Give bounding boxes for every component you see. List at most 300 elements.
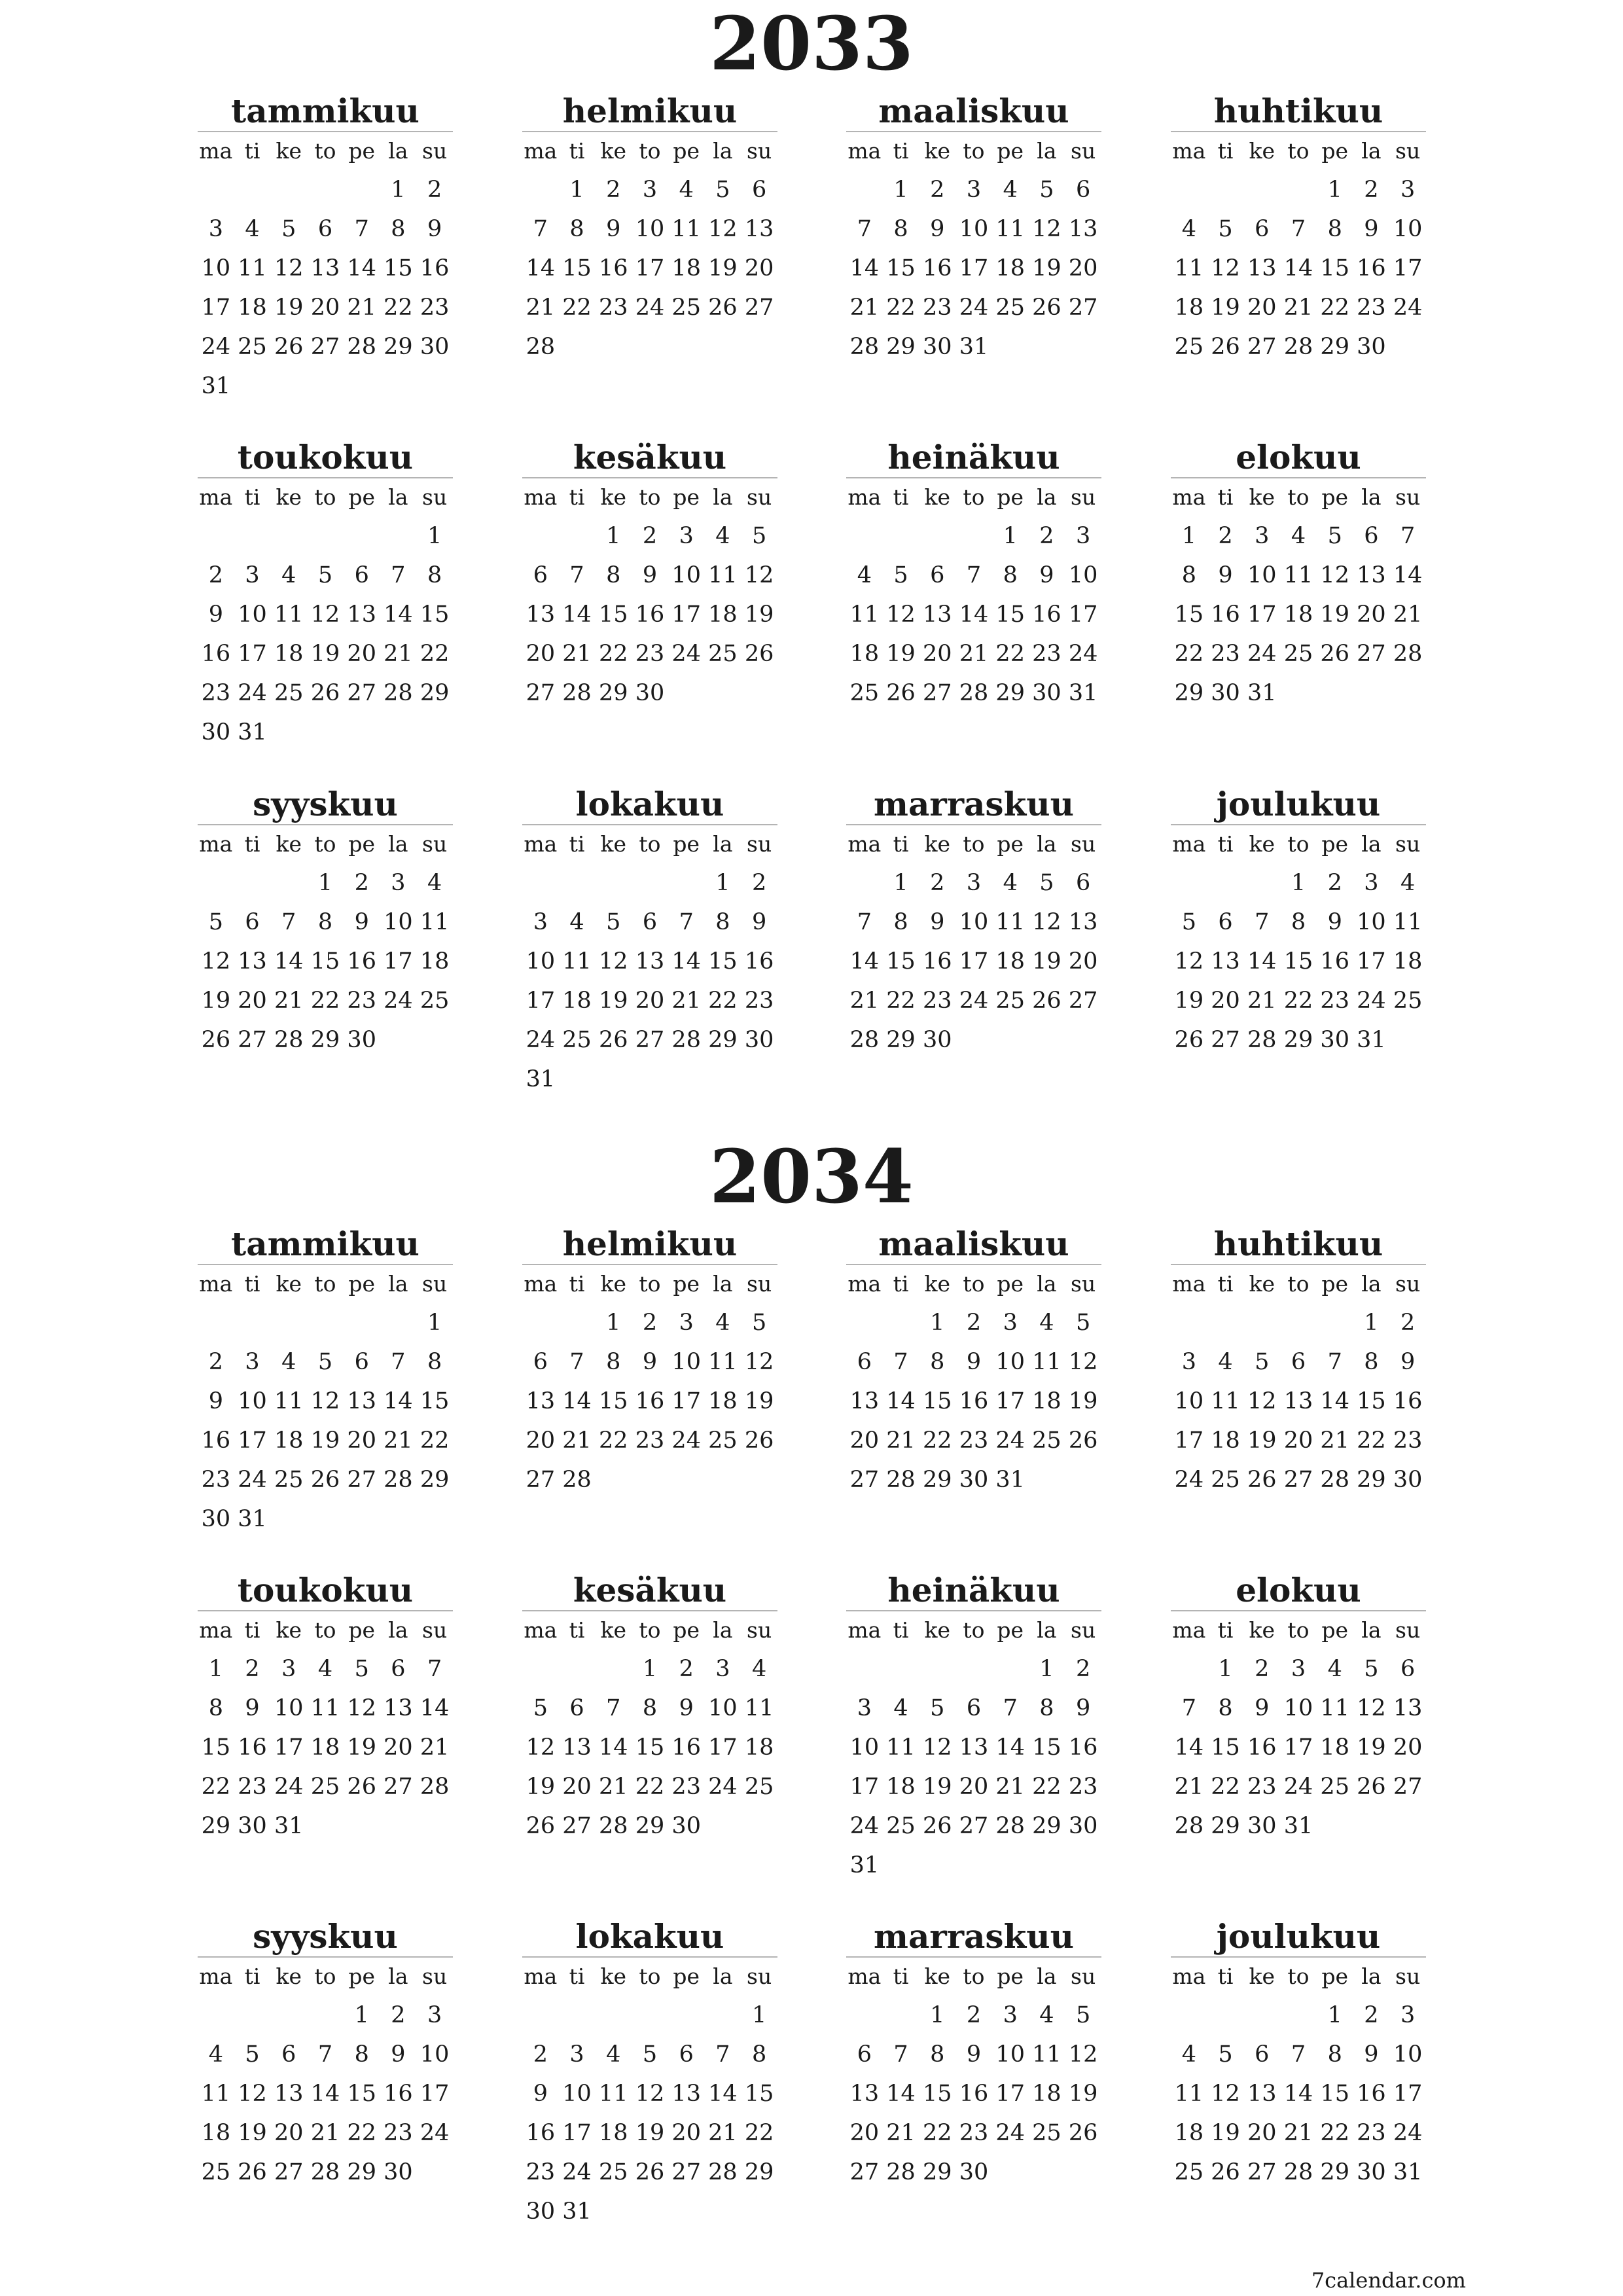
day-cell: 17 [238,641,267,667]
week-row [522,1996,777,2035]
day-cell: 14 [959,601,989,628]
day-cell: 24 [995,2120,1025,2146]
day-cell: 10 [1068,562,1098,588]
day-cell: 9 [533,2081,548,2107]
day-cell: 6 [1291,1349,1306,1375]
day-cell: 28 [1283,2159,1313,2185]
weekday-label: ti [893,1271,909,1297]
weekday-label: ma [199,831,233,857]
day-cell: 2 [1364,177,1379,203]
day-cell: 19 [1247,1427,1277,1454]
weekday-label: to [1287,1617,1310,1643]
weekday-label: to [639,831,661,857]
day-cell: 15 [310,948,340,975]
day-cell: 10 [708,1695,738,1721]
weekday-label: to [639,484,661,510]
weekday-label: ma [1172,1964,1206,1989]
week-row [1171,516,1426,556]
weekday-label: ke [1249,1271,1275,1297]
day-cell: 12 [347,1695,376,1721]
day-cell: 1 [427,523,442,549]
day-cell: 8 [893,909,908,935]
day-cell: 12 [923,1734,952,1761]
day-cell: 3 [1003,1310,1018,1336]
week-row [522,1382,777,1421]
day-cell: 20 [310,295,340,321]
week-row [1171,1020,1426,1060]
day-cell: 15 [886,255,916,281]
week-row [1171,863,1426,903]
week-row [1171,2153,1426,2192]
day-cell: 15 [383,255,413,281]
week-row [198,1728,453,1767]
weekday-label: ma [847,831,882,857]
day-cell: 20 [238,988,267,1014]
day-cell: 16 [1211,601,1240,628]
day-cell: 23 [201,1467,231,1493]
day-cell: 24 [671,641,701,667]
day-cell: 10 [995,1349,1025,1375]
day-cell: 10 [1247,562,1277,588]
day-cell: 31 [562,2198,592,2225]
weekday-label: ti [244,138,260,164]
week-row [522,981,777,1020]
week-row [198,1303,453,1342]
day-cell: 29 [886,1027,916,1053]
day-cell: 18 [708,1388,738,1414]
week-row [522,288,777,327]
day-cell: 12 [1068,2041,1098,2068]
empty-day [270,863,307,903]
day-cell: 12 [635,2081,665,2107]
weekday-label: su [1071,484,1096,510]
day-cell: 17 [526,988,556,1014]
day-cell: 10 [562,2081,592,2107]
day-cell: 2 [606,177,621,203]
weekday-label: pe [348,484,376,510]
weekday-label: la [1037,484,1057,510]
day-cell: 10 [238,601,267,628]
empty-day [883,1649,919,1689]
day-cell: 26 [238,2159,267,2185]
empty-day [1243,1303,1280,1342]
day-cell: 24 [635,295,665,321]
day-cell: 21 [708,2120,738,2146]
day-cell: 26 [1211,334,1240,360]
day-cell: 3 [966,177,982,203]
day-cell: 20 [1068,948,1098,975]
empty-day [234,170,271,209]
weekday-header [198,132,453,170]
day-cell: 21 [1393,601,1423,628]
day-cell: 1 [1218,1656,1233,1682]
day-cell: 13 [923,601,952,628]
day-cell: 9 [391,2041,406,2068]
weekday-label: ti [244,484,260,510]
day-cell: 12 [599,948,628,975]
day-cell: 25 [671,295,701,321]
day-cell: 23 [201,680,231,706]
day-cell: 23 [744,988,774,1014]
day-cell: 24 [238,1467,267,1493]
day-cell: 19 [635,2120,665,2146]
month-block [522,785,777,1099]
weekday-header [198,1265,453,1303]
weekday-label: to [1287,484,1310,510]
day-cell: 26 [708,295,738,321]
day-cell: 18 [1283,601,1313,628]
weekday-label: ti [893,1964,909,1989]
day-cell: 19 [1068,1388,1098,1414]
empty-day [1171,170,1207,209]
day-cell: 11 [708,1349,738,1375]
day-cell: 5 [930,1695,945,1721]
day-cell: 3 [1003,2002,1018,2028]
empty-day [668,1996,705,2035]
day-cell: 16 [635,1388,665,1414]
day-cell: 6 [391,1656,406,1682]
day-cell: 18 [1393,948,1423,975]
day-cell: 3 [245,562,260,588]
day-cell: 3 [715,1656,730,1682]
day-cell: 20 [383,1734,413,1761]
day-cell: 2 [533,2041,548,2068]
empty-day [705,1996,741,2035]
day-cell: 25 [1174,334,1204,360]
day-cell: 25 [274,1467,304,1493]
day-cell: 30 [744,1027,774,1053]
day-cell: 16 [1393,1388,1423,1414]
weekday-label: ti [1217,1964,1234,1989]
day-cell: 22 [1174,641,1204,667]
day-cell: 30 [671,1813,701,1839]
week-row [198,595,453,634]
day-cell: 29 [1320,2159,1349,2185]
day-cell: 10 [671,1349,701,1375]
day-cell: 25 [1320,1774,1349,1800]
day-cell: 15 [1211,1734,1240,1761]
day-cell: 15 [1283,948,1313,975]
month-name: helmikuu [522,1225,777,1265]
day-cell: 28 [995,1813,1025,1839]
weekday-label: ma [199,1271,233,1297]
week-row [1171,942,1426,981]
week-row [846,2074,1101,2113]
weekday-label: su [422,138,448,164]
day-cell: 9 [354,909,369,935]
day-cell: 28 [1393,641,1423,667]
weekday-label: ma [199,1964,233,1989]
day-cell: 19 [923,1774,952,1800]
day-cell: 2 [642,523,658,549]
week-row [198,1806,453,1846]
day-cell: 12 [526,1734,556,1761]
day-cell: 29 [1211,1813,1240,1839]
weekday-label: pe [997,138,1024,164]
day-cell: 17 [1357,948,1386,975]
day-cell: 8 [715,909,730,935]
day-cell: 23 [923,295,952,321]
day-cell: 27 [1068,988,1098,1014]
day-cell: 24 [959,988,989,1014]
week-row [846,1460,1101,1499]
day-cell: 11 [201,2081,231,2107]
day-cell: 29 [886,334,916,360]
day-cell: 16 [599,255,628,281]
day-cell: 3 [281,1656,296,1682]
week-row [846,516,1101,556]
weekday-header [1171,132,1426,170]
week-row [1171,2113,1426,2153]
day-cell: 18 [201,2120,231,2146]
day-cell: 25 [274,680,304,706]
day-cell: 6 [857,1349,872,1375]
day-cell: 6 [354,1349,369,1375]
week-row [1171,634,1426,673]
day-cell: 28 [1283,334,1313,360]
day-cell: 26 [310,680,340,706]
day-cell: 18 [599,2120,628,2146]
day-cell: 5 [715,177,730,203]
weekday-label: pe [348,1271,376,1297]
day-cell: 29 [347,2159,376,2185]
day-cell: 5 [1076,2002,1091,2028]
empty-day [632,1996,668,2035]
site-credit[interactable]: 7calendar.com [1311,2268,1466,2293]
weekday-label: to [1287,1271,1310,1297]
day-cell: 15 [995,601,1025,628]
day-cell: 4 [1039,2002,1054,2028]
day-cell: 5 [1327,523,1342,549]
week-row [198,1382,453,1421]
day-cell: 13 [347,601,376,628]
day-cell: 31 [238,719,267,745]
day-cell: 25 [419,988,450,1014]
empty-day [846,1649,883,1689]
empty-day [380,1303,417,1342]
day-cell: 26 [1032,988,1061,1014]
weekday-label: to [963,138,985,164]
day-cell: 2 [930,870,945,896]
day-cell: 25 [1174,2159,1204,2185]
day-cell: 13 [238,948,267,975]
day-cell: 16 [959,1388,989,1414]
day-cell: 24 [1393,295,1423,321]
day-cell: 5 [317,1349,333,1375]
day-cell: 28 [849,1027,880,1053]
week-row [198,1767,453,1806]
week-row [846,1846,1101,1885]
day-cell: 2 [1039,523,1054,549]
day-cell: 29 [383,334,413,360]
month-block [198,1571,453,1846]
weekday-label: la [1361,484,1382,510]
day-cell: 27 [635,1027,665,1053]
empty-day [522,516,559,556]
day-cell: 18 [671,255,701,281]
weekday-label: ke [924,484,951,510]
day-cell: 9 [642,1349,658,1375]
day-cell: 10 [201,255,231,281]
day-cell: 30 [1393,1467,1423,1493]
empty-day [559,1996,596,2035]
day-cell: 20 [923,641,952,667]
day-cell: 22 [1320,2120,1349,2146]
day-cell: 18 [708,601,738,628]
day-cell: 15 [1032,1734,1061,1761]
day-cell: 28 [526,334,556,360]
month-name: toukokuu [198,438,453,478]
day-cell: 26 [1068,1427,1098,1454]
day-cell: 17 [671,1388,701,1414]
day-cell: 25 [201,2159,231,2185]
empty-day [522,863,559,903]
empty-day [1280,170,1317,209]
day-cell: 4 [317,1656,333,1682]
day-cell: 31 [274,1813,304,1839]
day-cell: 25 [744,1774,774,1800]
week-row [1171,981,1426,1020]
empty-day [595,1649,632,1689]
week-row [846,1342,1101,1382]
day-cell: 4 [1181,216,1196,242]
day-cell: 12 [1211,2081,1240,2107]
weekday-label: ke [600,1271,627,1297]
day-cell: 5 [281,216,296,242]
day-cell: 2 [354,870,369,896]
day-cell: 21 [886,1427,916,1454]
day-cell: 13 [310,255,340,281]
day-cell: 11 [708,562,738,588]
empty-day [559,1303,596,1342]
weekday-label: su [1395,138,1421,164]
day-cell: 16 [238,1734,267,1761]
empty-day [559,1649,596,1689]
day-cell: 15 [1357,1388,1386,1414]
day-cell: 12 [238,2081,267,2107]
day-cell: 7 [1003,1695,1018,1721]
day-cell: 15 [347,2081,376,2107]
weekday-label: ke [924,1617,951,1643]
day-cell: 18 [886,1774,916,1800]
month-block [846,1917,1101,2192]
empty-day [522,170,559,209]
weekday-header [198,478,453,516]
day-cell: 6 [569,1695,584,1721]
day-cell: 24 [1174,1467,1204,1493]
day-cell: 3 [533,909,548,935]
month-block [846,1225,1101,1499]
day-cell: 17 [708,1734,738,1761]
week-row [846,249,1101,288]
day-cell: 25 [1032,2120,1061,2146]
day-cell: 15 [419,1388,450,1414]
day-cell: 5 [1181,909,1196,935]
day-cell: 17 [1283,1734,1313,1761]
day-cell: 24 [238,680,267,706]
day-cell: 21 [849,295,880,321]
week-row [198,1499,453,1539]
weekday-label: to [314,831,336,857]
weekday-label: pe [348,831,376,857]
day-cell: 27 [1211,1027,1240,1053]
empty-day [270,170,307,209]
day-cell: 11 [599,2081,628,2107]
weekday-label: to [963,1617,985,1643]
day-cell: 23 [959,2120,989,2146]
day-cell: 19 [201,988,231,1014]
week-row [846,1806,1101,1846]
weekday-label: ma [1172,831,1206,857]
day-cell: 20 [274,2120,304,2146]
day-cell: 26 [599,1027,628,1053]
weekday-label: la [1361,1964,1382,1989]
weekday-label: pe [1321,484,1349,510]
month-name: elokuu [1171,438,1426,478]
day-cell: 20 [849,1427,880,1454]
day-cell: 11 [1211,1388,1240,1414]
day-cell: 3 [1400,177,1416,203]
day-cell: 17 [274,1734,304,1761]
day-cell: 3 [679,523,694,549]
weekday-label: pe [997,831,1024,857]
week-row [1171,903,1426,942]
day-cell: 10 [995,2041,1025,2068]
week-row [198,2113,453,2153]
weekday-label: pe [348,1617,376,1643]
empty-day [846,170,883,209]
day-cell: 4 [1039,1310,1054,1336]
day-cell: 17 [959,255,989,281]
day-cell: 20 [1247,295,1277,321]
day-cell: 12 [1247,1388,1277,1414]
week-row [198,942,453,981]
day-cell: 2 [1364,2002,1379,2028]
week-row [1171,1382,1426,1421]
day-cell: 16 [1357,2081,1386,2107]
day-cell: 21 [995,1774,1025,1800]
weekday-label: ma [1172,138,1206,164]
day-cell: 18 [419,948,450,975]
weekday-label: ke [276,138,302,164]
weekday-label: ma [847,1617,882,1643]
weekday-label: pe [1321,831,1349,857]
day-cell: 16 [1357,255,1386,281]
weekday-header [1171,1958,1426,1996]
day-cell: 12 [310,601,340,628]
day-cell: 2 [1327,870,1342,896]
day-cell: 4 [893,1695,908,1721]
day-cell: 10 [959,216,989,242]
day-cell: 19 [347,1734,376,1761]
month-block [522,1917,777,2231]
week-row [1171,1303,1426,1342]
day-cell: 9 [1076,1695,1091,1721]
empty-day [522,1996,559,2035]
day-cell: 25 [310,1774,340,1800]
week-row [198,2153,453,2192]
day-cell: 19 [310,1427,340,1454]
empty-day [1207,1996,1244,2035]
weekday-label: to [639,138,661,164]
day-cell: 30 [923,1027,952,1053]
day-cell: 16 [383,2081,413,2107]
empty-day [307,516,344,556]
day-cell: 2 [427,177,442,203]
day-cell: 10 [383,909,413,935]
day-cell: 14 [886,2081,916,2107]
day-cell: 7 [317,2041,333,2068]
